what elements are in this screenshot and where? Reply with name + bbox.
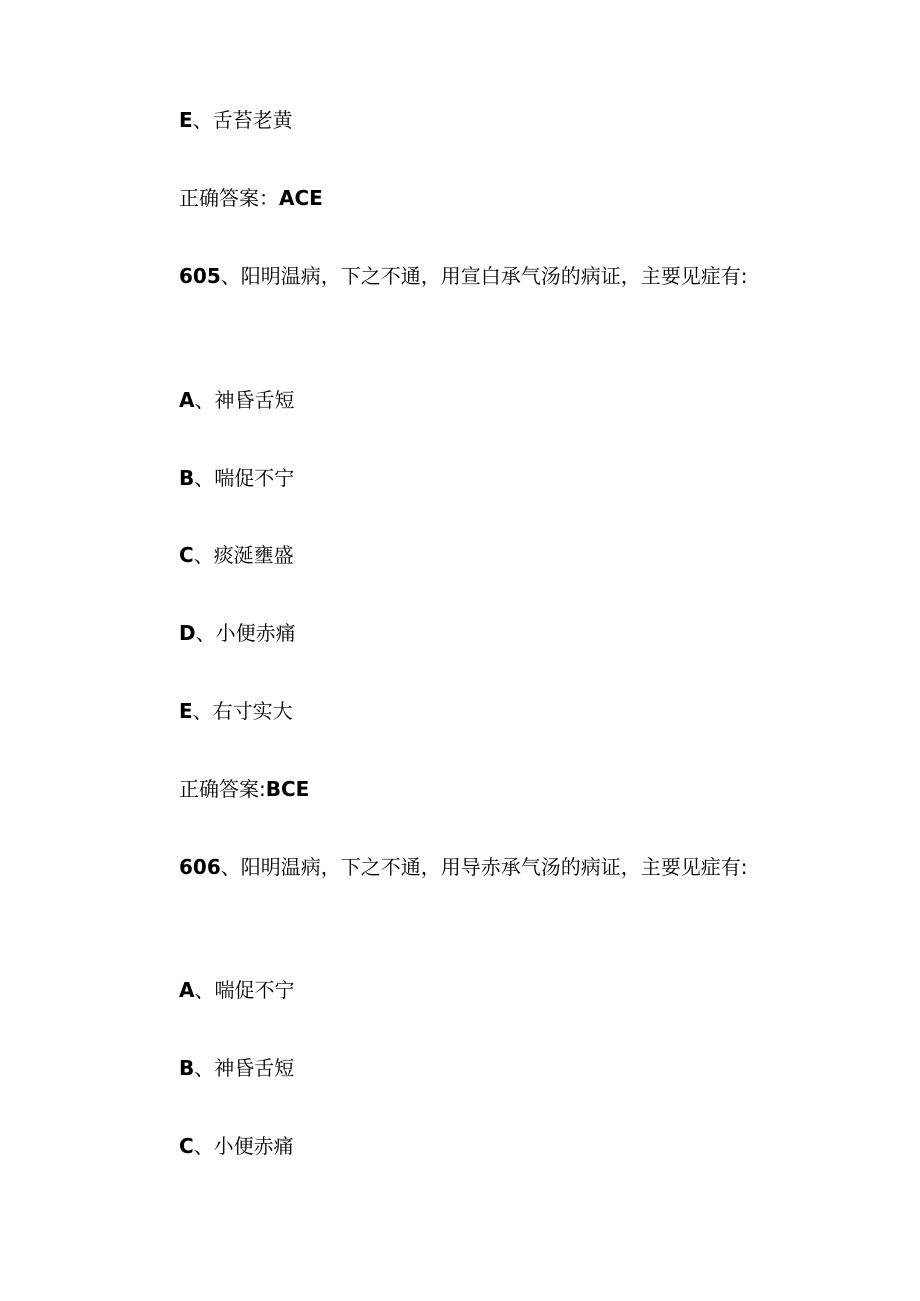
question-number: 605 (179, 264, 221, 288)
answer-label: 正确答案: (179, 777, 266, 801)
question-text: 、阳明温病，下之不通，用宣白承气汤的病证，主要见症有: (220, 264, 748, 288)
answer-prev (179, 184, 323, 212)
q605-option-e (179, 697, 293, 725)
option-e-prev (179, 106, 293, 134)
option-letter: B (179, 1056, 195, 1080)
question-605 (179, 262, 748, 290)
q606-option-a (179, 976, 294, 1004)
q605-option-d (179, 619, 296, 647)
option-letter: C (179, 1134, 194, 1158)
option-text: 、小便赤痛 (195, 621, 296, 645)
option-text: 、喘促不宁 (194, 978, 295, 1002)
q606-option-c (179, 1132, 294, 1160)
q605-option-b (179, 464, 294, 492)
q606-option-b (179, 1054, 294, 1082)
option-text: 、神昏舌短 (194, 1056, 295, 1080)
option-text: 、痰涎壅盛 (193, 543, 294, 567)
option-letter: A (179, 388, 195, 412)
answer-value: ACE (279, 186, 323, 210)
option-text: 、神昏舌短 (194, 388, 295, 412)
option-text: 、小便赤痛 (193, 1134, 294, 1158)
option-text: 、右寸实大 (192, 699, 293, 723)
answer-label: 正确答案： (179, 186, 279, 210)
answer-value: BCE (265, 777, 310, 801)
option-letter: E (179, 108, 193, 132)
question-606 (179, 853, 748, 881)
option-letter: A (179, 978, 195, 1002)
option-letter: B (179, 466, 195, 490)
q605-option-c (179, 541, 294, 569)
q605-option-a (179, 386, 294, 414)
option-letter: E (179, 699, 193, 723)
option-text: 、舌苔老黄 (192, 108, 293, 132)
question-text: 、阳明温病，下之不通，用导赤承气汤的病证，主要见症有: (220, 855, 748, 879)
option-text: 、喘促不宁 (194, 466, 295, 490)
option-letter: C (179, 543, 194, 567)
option-letter: D (179, 621, 196, 645)
q605-answer (179, 775, 309, 803)
question-number: 606 (179, 855, 221, 879)
